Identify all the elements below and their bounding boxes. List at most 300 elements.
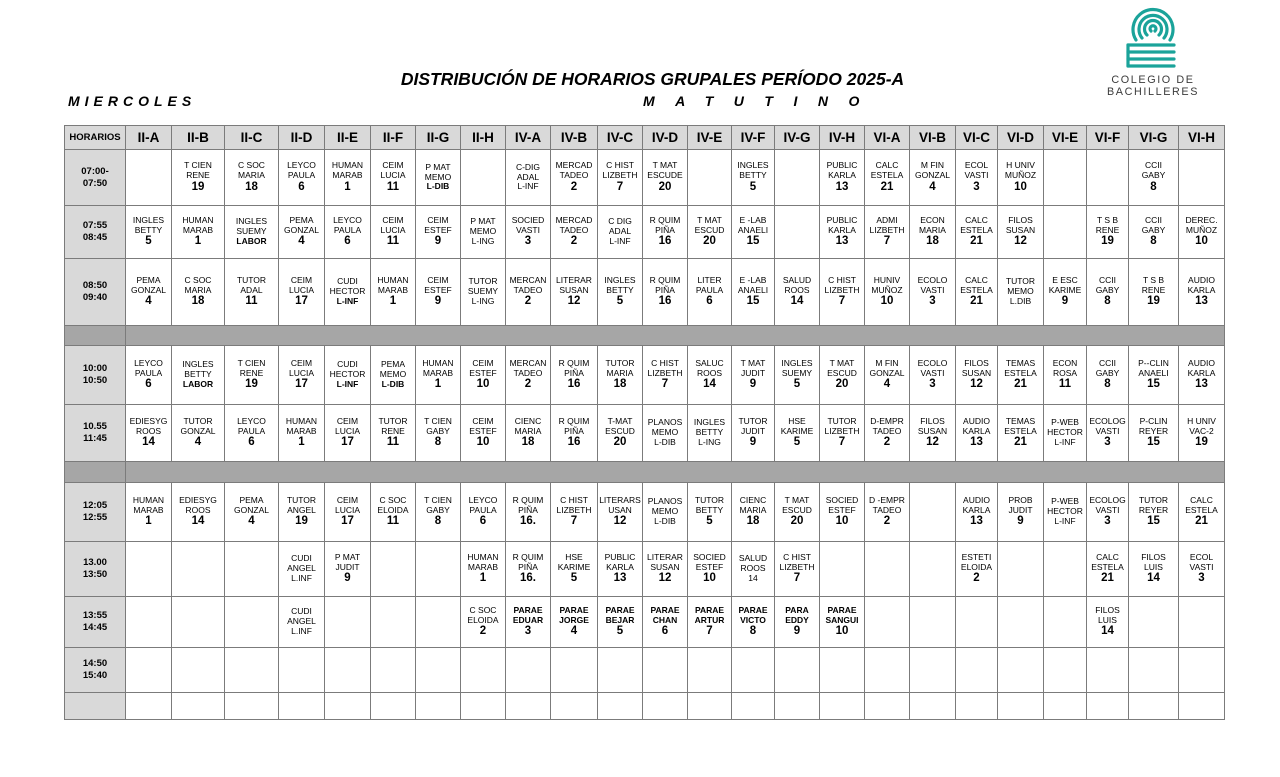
- class-cell: [775, 648, 820, 693]
- cell-line: PIÑA: [518, 504, 538, 515]
- class-cell: [865, 150, 910, 206]
- class-cell: [998, 259, 1044, 326]
- room-number: 18: [245, 180, 258, 193]
- class-cell: [551, 693, 598, 720]
- cell-line-bold: EDDY: [785, 614, 809, 625]
- cell-line: MARAB: [182, 224, 214, 235]
- cell-line: PLANOS: [647, 496, 683, 507]
- class-cell: [325, 259, 371, 326]
- room-number: 6: [661, 625, 669, 638]
- cell-line: T MAT: [784, 494, 810, 505]
- class-cell: [126, 206, 172, 259]
- class-cell: [1044, 597, 1087, 648]
- cell-line: TUTOR: [1005, 276, 1036, 287]
- class-cell: [956, 542, 998, 597]
- room-number: 14: [703, 378, 716, 391]
- room-number: 9: [1017, 515, 1024, 528]
- cell-line: LITERARS: [599, 494, 641, 505]
- cell-line: ESTELA: [1004, 425, 1037, 436]
- cell-line: ESCUD: [827, 367, 857, 378]
- cell-line: JUDIT: [335, 561, 360, 572]
- cell-line: BETTY: [739, 170, 767, 180]
- cell-line: TADEO: [513, 367, 543, 378]
- class-cell: [225, 150, 279, 206]
- room-number: 2: [883, 436, 891, 449]
- cell-line: PAULA: [695, 284, 724, 295]
- class-cell: [732, 542, 775, 597]
- header-row: [65, 126, 1225, 150]
- room-number: 14: [790, 295, 804, 308]
- cell-line: SUEMY: [467, 286, 499, 297]
- room-number: 1: [298, 436, 305, 449]
- cell-line: TADEO: [559, 170, 589, 180]
- group-header: VI-C: [956, 126, 998, 150]
- class-cell: [910, 150, 956, 206]
- cell-line: LITERAR: [647, 551, 683, 562]
- cell-line: RENE: [239, 367, 264, 378]
- cell-line: GONZAL: [234, 504, 269, 515]
- cell-line: JUDIT: [740, 425, 766, 436]
- room-number: 5: [145, 235, 152, 248]
- time-line: 13.00: [83, 557, 107, 568]
- time-cell: [65, 346, 126, 405]
- class-cell: [325, 206, 371, 259]
- class-cell: [551, 542, 598, 597]
- class-cell: [1087, 483, 1129, 542]
- cell-line: CIENC: [739, 494, 767, 505]
- class-cell: [820, 648, 865, 693]
- class-cell: [1179, 206, 1225, 259]
- cell-line-bold: PARAE: [738, 604, 768, 615]
- cell-line: GONZAL: [869, 367, 905, 378]
- time-cell: [65, 648, 126, 693]
- class-cell: [172, 597, 225, 648]
- cell-line: M FIN: [875, 357, 899, 368]
- cell-line: GABY: [1095, 284, 1120, 295]
- room-number: 13: [970, 515, 983, 528]
- room-number: 2: [524, 378, 532, 391]
- cell-line: PIÑA: [655, 284, 675, 295]
- time-line: 14:45: [82, 622, 108, 633]
- class-cell: [956, 206, 998, 259]
- cell-line: L-ING: [471, 235, 495, 246]
- cell-line: LITERAR: [556, 274, 592, 285]
- cell-line: SUSAN: [961, 367, 992, 378]
- class-cell: [1179, 405, 1225, 462]
- class-cell: [688, 206, 732, 259]
- room-number: 1: [479, 572, 487, 585]
- cell-line: AUDIO: [1188, 357, 1215, 368]
- room-number: 2: [479, 625, 487, 638]
- room-number: 4: [929, 180, 936, 193]
- cell-line: CALC: [1190, 494, 1213, 505]
- room-number: 3: [1104, 436, 1111, 449]
- cell-line: C SOC: [184, 274, 212, 285]
- time-line: 07:00-: [81, 165, 109, 177]
- cell-line: CCII: [1099, 357, 1116, 368]
- class-cell: [172, 693, 225, 720]
- class-cell: [1129, 483, 1179, 542]
- class-cell: [956, 405, 998, 462]
- class-cell: [820, 206, 865, 259]
- cell-line: HECTOR: [1047, 506, 1083, 517]
- room-number: 4: [298, 235, 305, 248]
- cell-line: ECOLO: [917, 357, 948, 368]
- room-number: 10: [880, 295, 894, 308]
- cell-line: D-EMPR: [870, 415, 904, 426]
- cell-line: R QUIM: [558, 415, 590, 426]
- group-header: II-C: [225, 126, 279, 150]
- class-cell: [998, 483, 1044, 542]
- cell-line: CEIM: [382, 214, 404, 225]
- cell-line: GABY: [426, 425, 450, 436]
- class-cell: [172, 150, 225, 206]
- class-cell: [643, 150, 688, 206]
- cell-line: HSE: [565, 551, 583, 562]
- schedule-row: [65, 483, 1225, 542]
- class-cell: [551, 597, 598, 648]
- cell-line: MUÑOZ: [1185, 224, 1218, 235]
- room-number: 9: [749, 436, 757, 449]
- cell-line: C SOC: [469, 604, 497, 615]
- class-cell: [506, 542, 551, 597]
- horarios-header: HORARIOS: [65, 126, 126, 150]
- cell-line: TUTOR: [468, 276, 498, 287]
- cell-line: SALUD: [782, 274, 812, 285]
- cell-line: L.DIB: [1009, 295, 1032, 306]
- class-cell: [225, 206, 279, 259]
- cell-line: SUEMY: [236, 226, 267, 237]
- room-number: 18: [926, 235, 939, 248]
- class-cell: [1179, 483, 1225, 542]
- class-cell: [371, 542, 416, 597]
- class-cell: [371, 259, 416, 326]
- cell-line: CUDI: [291, 606, 312, 617]
- class-cell: [598, 597, 643, 648]
- cell-line: VASTI: [920, 284, 945, 295]
- group-header: VI-G: [1129, 126, 1179, 150]
- group-header: VI-A: [865, 126, 910, 150]
- class-cell: [126, 693, 172, 720]
- group-header: II-G: [416, 126, 461, 150]
- class-cell: [732, 150, 775, 206]
- class-cell: [820, 542, 865, 597]
- group-header: IV-B: [551, 126, 598, 150]
- group-header: IV-F: [732, 126, 775, 150]
- group-header: II-D: [279, 126, 325, 150]
- cell-line: E -LAB: [739, 274, 767, 285]
- class-cell: [126, 597, 172, 648]
- cell-line: HUMAN: [285, 415, 318, 426]
- class-cell: [598, 405, 643, 462]
- room-number: 21: [1101, 572, 1114, 585]
- time-cell: [65, 542, 126, 597]
- cell-line: MARAB: [467, 561, 499, 572]
- class-cell: [172, 405, 225, 462]
- cell-line: L-ING: [698, 436, 721, 447]
- cell-line: ESTEF: [469, 367, 497, 378]
- class-cell: [775, 597, 820, 648]
- room-number: 19: [1147, 295, 1160, 308]
- cell-line: ESTELA: [960, 284, 993, 295]
- class-cell: [279, 206, 325, 259]
- class-cell: [1087, 346, 1129, 405]
- group-header: II-E: [325, 126, 371, 150]
- cell-line: HECTOR: [329, 286, 366, 297]
- class-cell: [732, 259, 775, 326]
- break-time-cell: [65, 462, 126, 483]
- class-cell: [598, 150, 643, 206]
- cell-line: MARIA: [606, 367, 634, 378]
- room-number: 17: [295, 295, 308, 308]
- cell-line: VASTI: [1189, 561, 1214, 572]
- class-cell: [643, 346, 688, 405]
- cell-line: TADEO: [872, 425, 902, 436]
- room-number: 10: [476, 378, 490, 391]
- class-cell: [461, 648, 506, 693]
- cell-line: RENE: [381, 425, 405, 436]
- cell-line: LUCIA: [380, 170, 406, 180]
- cell-line: MARAB: [286, 425, 317, 436]
- cell-line: SOCIED: [511, 214, 545, 225]
- class-cell: [325, 405, 371, 462]
- cell-line: MARIA: [739, 504, 767, 515]
- room-number: 4: [883, 378, 891, 391]
- cell-line: L-DIB: [654, 515, 676, 526]
- cell-line: R QUIM: [558, 357, 590, 368]
- room-number: 1: [434, 378, 442, 391]
- class-cell: [956, 346, 998, 405]
- time-line: 08:50: [82, 280, 108, 291]
- cell-line: T CIEN: [424, 494, 452, 505]
- room-number: 1: [344, 180, 351, 193]
- class-cell: [172, 542, 225, 597]
- cell-line: L.INF: [291, 625, 312, 636]
- cell-line: GONZAL: [915, 170, 950, 180]
- cell-line: INGLES: [132, 214, 165, 225]
- cell-line: R QUIM: [649, 274, 681, 285]
- cell-line-bold: VICTO: [740, 614, 766, 625]
- class-cell: [172, 483, 225, 542]
- group-header: VI-D: [998, 126, 1044, 150]
- class-cell: [461, 405, 506, 462]
- room-number: 7: [570, 515, 578, 528]
- cell-line: KARIME: [780, 425, 814, 436]
- class-cell: [1129, 259, 1179, 326]
- cell-line: PEMA: [136, 274, 161, 285]
- room-number: 7: [838, 295, 846, 308]
- cell-line: ROOS: [135, 425, 162, 436]
- cell-line: MARAB: [133, 504, 164, 515]
- cell-line: LEYCO: [287, 160, 316, 171]
- class-cell: [172, 259, 225, 326]
- cell-line: P--CLIN: [1138, 357, 1169, 368]
- cell-line: CCII: [1145, 160, 1162, 171]
- class-cell: [910, 405, 956, 462]
- class-cell: [506, 259, 551, 326]
- group-header: IV-C: [598, 126, 643, 150]
- cell-line: CIENC: [514, 415, 542, 426]
- room-number: 7: [661, 378, 669, 391]
- cell-line: MEMO: [469, 226, 497, 237]
- cell-line: INGLES: [737, 160, 769, 171]
- cell-line: C-DIG: [515, 161, 541, 172]
- class-cell: [820, 150, 865, 206]
- room-number: 17: [295, 378, 308, 391]
- class-cell: [910, 648, 956, 693]
- class-cell: [865, 648, 910, 693]
- class-cell: [1087, 693, 1129, 720]
- room-number: 13: [970, 436, 983, 449]
- class-cell: [998, 150, 1044, 206]
- room-number: 7: [706, 625, 713, 638]
- time-line: 13:50: [82, 569, 108, 580]
- class-cell: [643, 693, 688, 720]
- class-cell: [910, 483, 956, 542]
- room-number: 20: [790, 515, 804, 528]
- cell-line: D -EMPR: [869, 494, 905, 505]
- room-number: 16: [658, 235, 672, 248]
- cell-line-bold: CHAN: [652, 614, 678, 625]
- schedule-row: [65, 648, 1225, 693]
- cell-line: PUBLIC: [826, 214, 858, 225]
- time-line: 15:40: [82, 670, 108, 681]
- cell-line: HUMAN: [422, 357, 454, 368]
- cell-line: ADMI: [876, 214, 898, 225]
- class-cell: [643, 259, 688, 326]
- class-cell: [279, 597, 325, 648]
- room-number: 3: [524, 235, 532, 248]
- cell-line: TUTOR: [605, 357, 635, 368]
- class-cell: [279, 259, 325, 326]
- cell-line: R QUIM: [512, 551, 544, 562]
- room-number: 15: [1147, 436, 1160, 449]
- class-cell: [172, 648, 225, 693]
- cell-line: T MAT: [740, 357, 766, 368]
- class-cell: [1129, 597, 1179, 648]
- room-number: 8: [434, 515, 442, 528]
- class-cell: [416, 542, 461, 597]
- cell-line: T MAT: [697, 214, 722, 225]
- class-cell: [551, 405, 598, 462]
- class-cell: [1129, 206, 1179, 259]
- class-cell: [279, 483, 325, 542]
- cell-line: KARLA: [828, 224, 856, 235]
- class-cell: [371, 405, 416, 462]
- room-number: 8: [1104, 378, 1111, 391]
- class-cell: [643, 405, 688, 462]
- cell-line: KARLA: [606, 561, 634, 572]
- class-cell: [461, 597, 506, 648]
- cell-line: P-CLIN: [1139, 415, 1168, 426]
- cell-line: MARIA: [184, 284, 212, 295]
- cell-line: BETTY: [606, 284, 634, 295]
- class-cell: [506, 597, 551, 648]
- cell-line: LIZBETH: [556, 504, 592, 515]
- class-cell: [1129, 405, 1179, 462]
- cell-line: PUBLIC: [826, 160, 858, 171]
- cell-line: PLANOS: [647, 417, 683, 428]
- cell-line: MERCAD: [555, 214, 593, 225]
- cell-line: PUBLIC: [604, 551, 636, 562]
- class-cell: [732, 206, 775, 259]
- cell-line: E -LAB: [739, 214, 767, 225]
- room-number: 16: [658, 295, 672, 308]
- class-cell: [416, 648, 461, 693]
- cell-line: TUTOR: [183, 415, 213, 426]
- room-number: 9: [793, 625, 801, 638]
- cell-line-bold: SANGUI: [825, 614, 859, 625]
- cell-line: ADAL: [608, 226, 632, 237]
- room-label: LABOR: [182, 378, 214, 389]
- cell-line: CEIM: [336, 494, 359, 505]
- class-cell: [775, 542, 820, 597]
- cell-line: PAULA: [134, 367, 163, 378]
- class-cell: [371, 597, 416, 648]
- schedule-row: [65, 150, 1225, 206]
- cell-line: ROOS: [696, 367, 723, 378]
- class-cell: [865, 259, 910, 326]
- cell-line: INGLES: [182, 359, 214, 370]
- cell-line: PEMA: [239, 494, 264, 505]
- cell-line: LUCIA: [334, 425, 361, 436]
- time-cell: [65, 483, 126, 542]
- cell-line-bold: PARA: [785, 604, 809, 615]
- room-number: 12: [567, 295, 581, 308]
- cell-line: HUMAN: [467, 551, 499, 562]
- schedule-row: [65, 693, 1225, 720]
- class-cell: [998, 693, 1044, 720]
- time-line: 12:05: [82, 500, 108, 511]
- cell-line: ESTEF: [828, 504, 856, 515]
- room-number: 21: [1014, 378, 1027, 391]
- logo-text: [1088, 74, 1218, 98]
- class-cell: [325, 346, 371, 405]
- room-number: 11: [386, 515, 400, 528]
- time-cell: [65, 597, 126, 648]
- class-cell: [1087, 542, 1129, 597]
- class-cell: [1087, 405, 1129, 462]
- room-number: 12: [658, 572, 672, 585]
- cell-line: LIZBETH: [647, 367, 683, 378]
- class-cell: [775, 150, 820, 206]
- room-label: L-INF: [336, 378, 359, 389]
- class-cell: [775, 405, 820, 462]
- class-cell: [371, 483, 416, 542]
- room-number: 16: [567, 378, 581, 391]
- class-cell: [461, 259, 506, 326]
- class-cell: [688, 346, 732, 405]
- class-cell: [688, 150, 732, 206]
- room-number: 17: [341, 515, 354, 528]
- room-number: 7: [793, 572, 801, 585]
- cell-line: HUNIV: [873, 274, 901, 285]
- class-cell: [865, 483, 910, 542]
- cell-line: CEIM: [472, 357, 494, 368]
- cell-line-bold: PARAE: [559, 604, 589, 615]
- time-cell: [65, 150, 126, 206]
- cell-line: C SOC: [238, 160, 265, 171]
- cell-line: VASTI: [1095, 425, 1120, 436]
- room-number: 10: [476, 436, 490, 449]
- class-cell: [598, 693, 643, 720]
- class-cell: [910, 206, 956, 259]
- cell-line: GABY: [1095, 367, 1120, 378]
- cell-line: INGLES: [693, 417, 726, 428]
- cell-line: ESTELA: [1004, 367, 1037, 378]
- cell-line: M FIN: [920, 160, 945, 171]
- cell-line: PIÑA: [655, 224, 675, 235]
